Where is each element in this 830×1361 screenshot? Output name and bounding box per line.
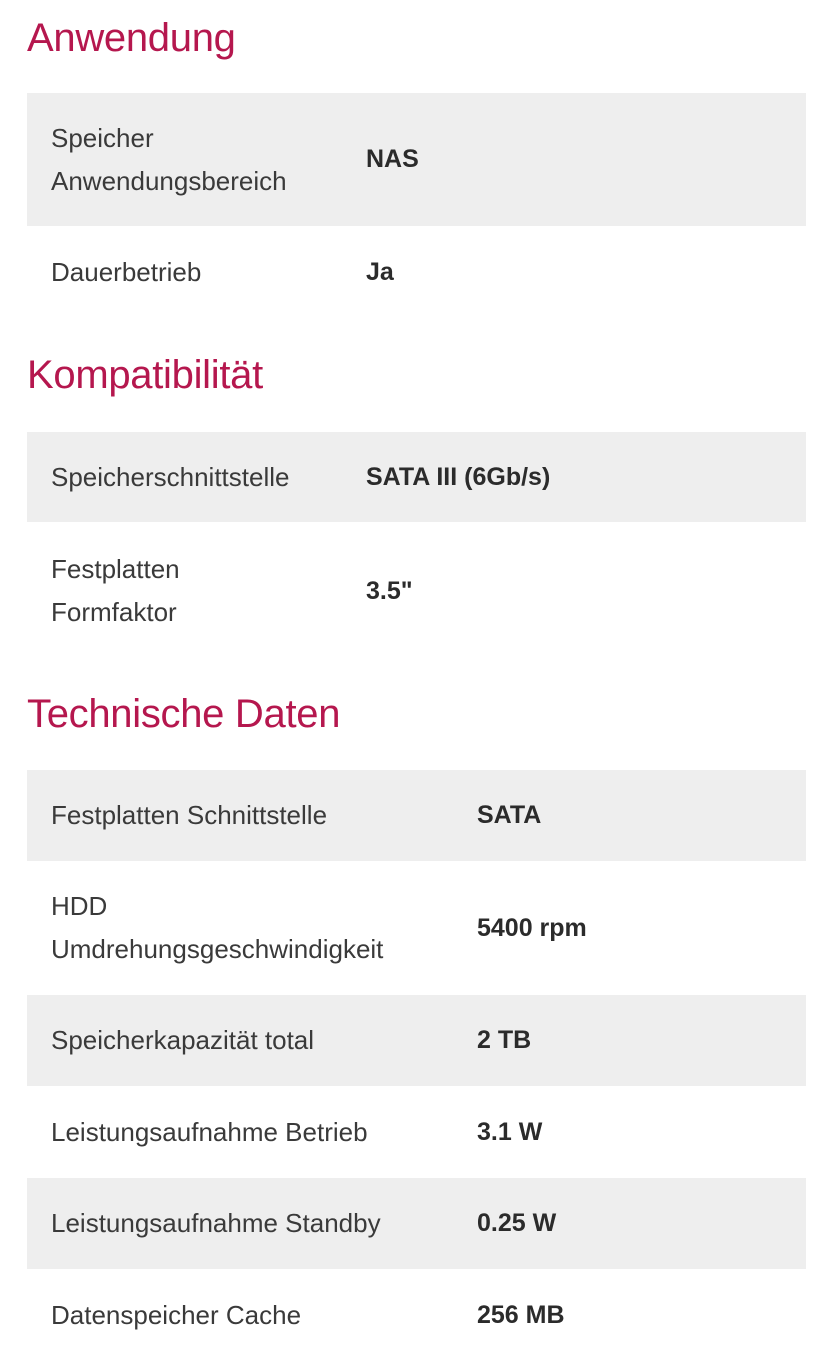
spec-row — [27, 995, 806, 1086]
section-title-technische-daten: Technische Daten — [27, 692, 341, 736]
spec-label: Leistungsaufnahme Standby — [51, 1208, 381, 1238]
spec-row — [27, 1178, 806, 1269]
spec-value: 2 TB — [477, 1026, 532, 1054]
spec-label: Festplatten Schnittstelle — [51, 800, 328, 830]
spec-row — [27, 93, 806, 226]
spec-row — [27, 770, 806, 861]
spec-label: Speicher Anwendungsbereich — [51, 122, 287, 196]
spec-label: Speicherkapazität total — [51, 1025, 315, 1055]
spec-table-kompatibilitaet — [27, 432, 806, 660]
section-title-anwendung: Anwendung — [27, 16, 236, 60]
spec-row — [27, 226, 806, 318]
spec-table-technische-daten — [27, 770, 806, 1361]
spec-label: Festplatten Formfaktor — [51, 554, 180, 627]
spec-label: Datenspeicher Cache — [51, 1299, 302, 1330]
spec-label: Leistungsaufnahme Betrieb — [51, 1116, 368, 1147]
spec-value: 3.1 W — [477, 1117, 543, 1146]
spec-value: NAS — [366, 145, 419, 173]
spec-label: Speicherschnittstelle — [51, 461, 290, 492]
spec-value: 256 MB — [477, 1300, 565, 1329]
spec-value: 5400 rpm — [477, 913, 587, 942]
spec-table-anwendung — [27, 93, 806, 318]
spec-row — [27, 522, 806, 660]
spec-row — [27, 432, 806, 522]
spec-row — [27, 861, 806, 995]
spec-label: HDD Umdrehungsgeschwindigkeit — [51, 891, 384, 964]
spec-value: 3.5" — [366, 576, 413, 605]
spec-value: 0.25 W — [477, 1209, 557, 1237]
spec-row — [27, 1086, 806, 1178]
spec-value: Ja — [366, 257, 394, 286]
spec-value: SATA III (6Gb/s) — [366, 462, 551, 491]
spec-value: SATA — [477, 801, 542, 829]
section-title-kompatibilitaet: Kompatibilität — [27, 353, 263, 397]
spec-row — [27, 1269, 806, 1361]
spec-label: Dauerbetrieb — [51, 256, 202, 287]
